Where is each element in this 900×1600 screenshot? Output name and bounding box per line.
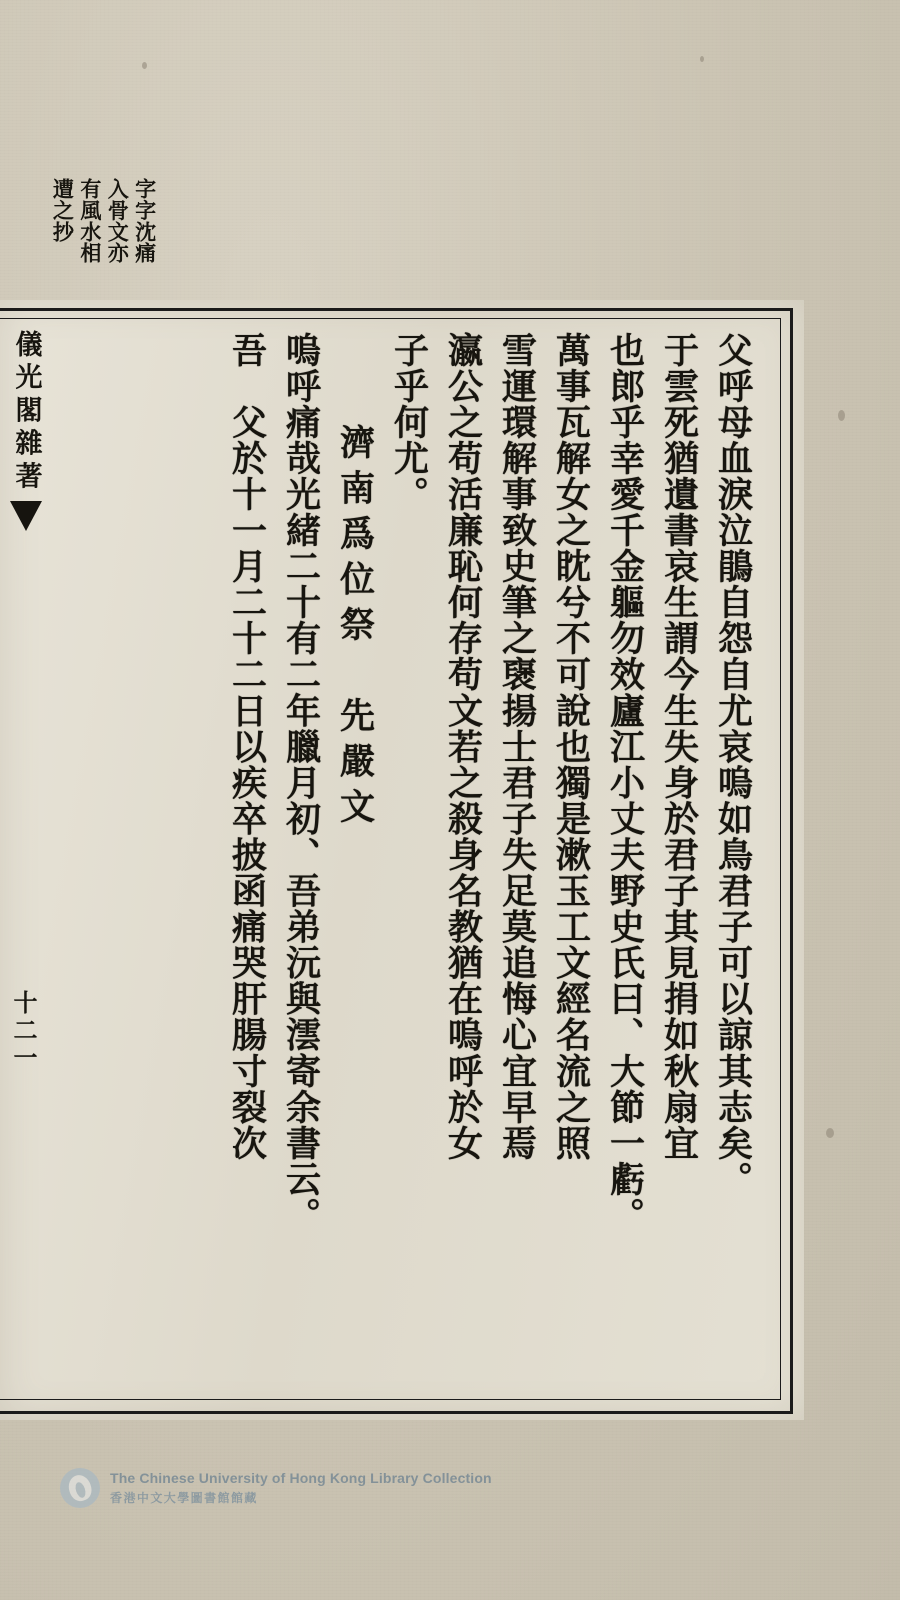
text-column-content: 吾 父於十一月二十二日以疾卒披函痛哭肝腸寸裂次 [226,332,268,1162]
text-column-content: 于雲死猶遺書哀生謂今生失身於君子其見捐如秋扇宜 [658,332,700,1162]
library-watermark-text [110,1470,492,1506]
margin-note-column: 字字沈痛 [132,178,158,264]
margin-note-column: 入骨文亦 [105,178,131,264]
text-column [382,332,436,512]
library-watermark [60,1468,492,1508]
scan-speck [142,62,147,69]
text-column-content: 也郎乎幸愛千金軀勿效廬江小丈夫野史氏曰、大節一虧。 [604,332,646,1234]
scan-speck [700,56,704,62]
folio-number [6,990,46,1072]
library-logo-icon [60,1468,100,1508]
library-watermark-chinese: 香港中文大學圖書館館藏 [110,1491,258,1505]
text-column-content: 父呼母血淚泣鵑自怨自尤哀嗚如鳥君子可以諒其志矣。 [712,332,754,1198]
text-column [706,332,760,1197]
folio-number-text: 十二一 [9,990,38,1073]
text-column [598,332,652,1233]
margin-note-column: 遭之抄 [50,178,76,243]
library-watermark-english: The Chinese University of Hong Kong Library Collection [110,1470,492,1486]
section-heading-column [328,332,382,834]
text-column-content: 嗚呼痛哉光緒二十有二年臘月初、吾弟沅與澐寄余書云。 [280,332,322,1234]
section-heading-text: 濟南爲位祭 先嚴文 [334,424,376,834]
text-column [652,332,706,1161]
text-column-content: 萬事瓦解女之眈兮不可說也獨是漱玉工文經名流之照 [550,332,592,1162]
book-title: 儀光閣雜著 [10,330,42,495]
text-column-content: 瀛公之苟活廉恥何存苟文若之殺身名教猶在嗚呼於女 [442,332,484,1162]
text-column-content: 子乎何尤。 [388,332,430,513]
fish-tail-mark [10,501,42,531]
text-column [544,332,598,1161]
scan-speck [826,1128,834,1138]
running-title [4,330,48,650]
margin-note-column: 有風水相 [77,178,103,264]
margin-annotation [52,178,156,303]
scan-speck [838,410,845,421]
text-column [490,332,544,1161]
text-body [60,332,760,1387]
text-column [436,332,490,1161]
text-column [220,332,274,1161]
text-column [274,332,328,1233]
text-column-content: 雪運環解事致史筆之襃揚士君子失足莫追悔心宜早焉 [496,332,538,1162]
